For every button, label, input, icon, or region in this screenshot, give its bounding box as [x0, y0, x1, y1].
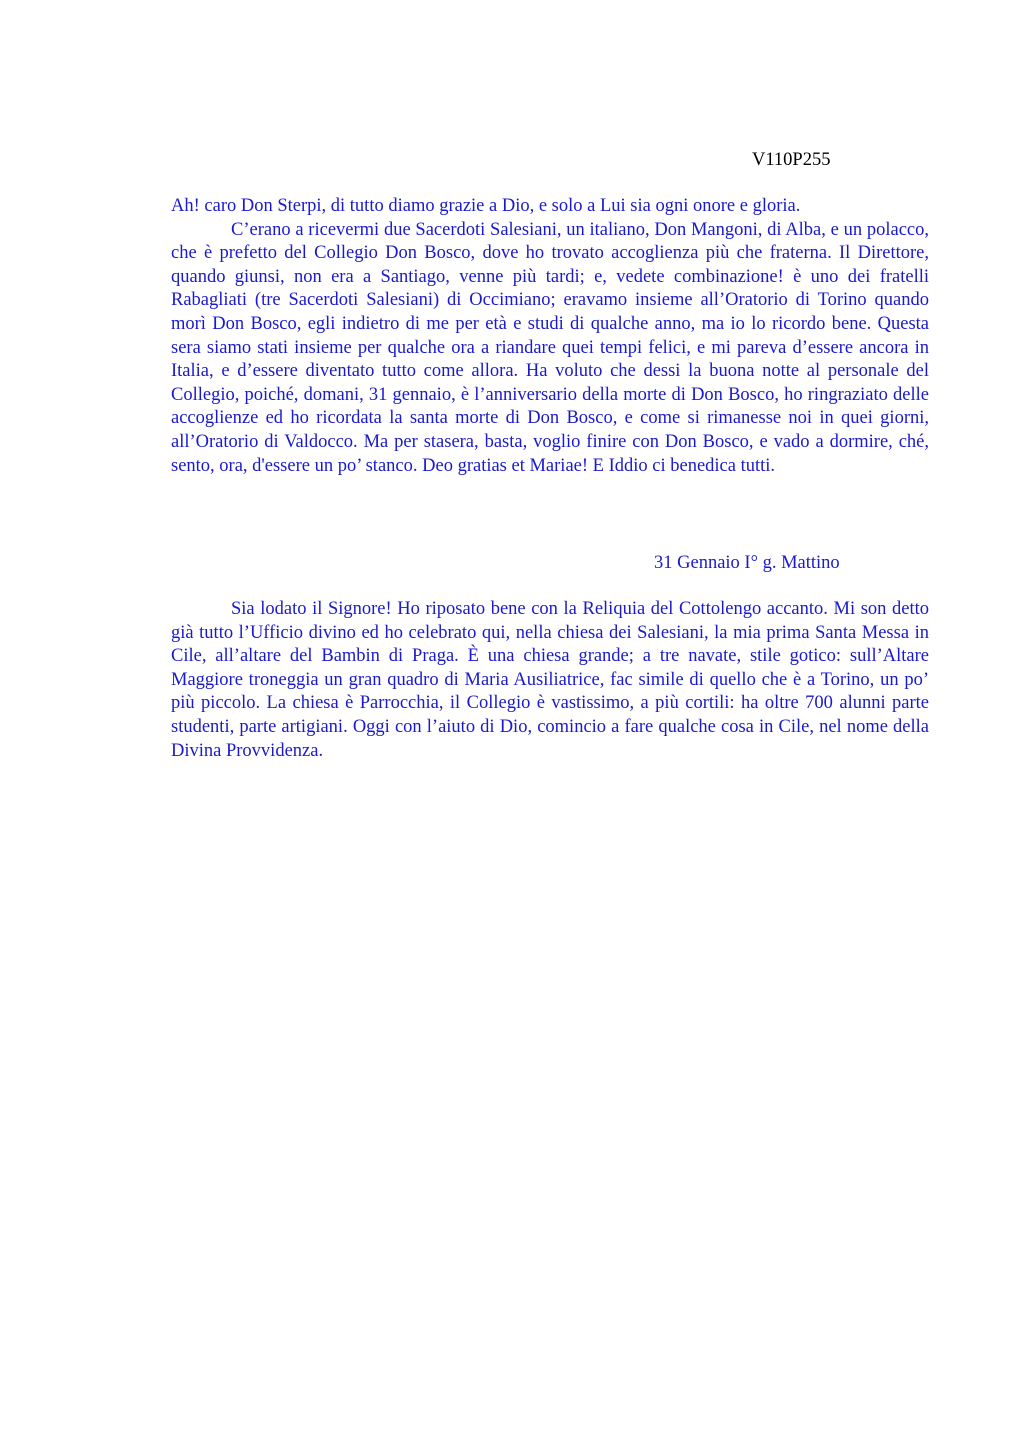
date-heading: 31 Gennaio I° g. Mattino: [654, 553, 840, 573]
paragraph-opening: Ah! caro Don Sterpi, di tutto diamo grazie a Dio, e solo a Lui sia ogni onore e gloria.: [171, 196, 801, 216]
letter-section-morning: [171, 598, 929, 763]
letter-section-evening: [171, 195, 929, 478]
page-code: V110P255: [752, 150, 831, 170]
paragraph-morning: Sia lodato il Signore! Ho riposato bene con la Reliquia del Cottolengo accanto. Mi son detto già tutto l’Ufficio divino ed ho celebrato qui, nella chiesa dei Salesiani, la mia prima Santa Messa in Cile, all’altare del Bambin di Praga. È una chiesa grande; a tre navate, stile gotico: sull’Altare Maggiore troneggia un gran quadro di Maria Ausiliatrice, fac simile di quello che è a Torino, un po’ più piccolo. La chiesa è Parrocchia, il Collegio è vastissimo, a più cortili: ha oltre 700 alunni parte studenti, parte artigiani. Oggi con l’aiuto di Dio, comincio a fare qualche cosa in Cile, nel nome della Divina Provvidenza.: [171, 599, 929, 761]
paragraph-arrival: C’erano a ricevermi due Sacerdoti Salesiani, un italiano, Don Mangoni, di Alba, e un polacco, che è prefetto del Collegio Don Bosco, dove ho trovato accoglienza più che fraterna. Il Direttore, quando giunsi, non era a Santiago, venne più tardi; e, vedete combinazione! è uno dei fratelli Rabagliati (tre Sacerdoti Salesiani) di Occimiano; eravamo insieme all’Oratorio di Torino quando morì Don Bosco, egli indietro di me per età e studi di qualche anno, ma io lo ricordo bene. Questa sera siamo stati insieme per qualche ora a riandare quei tempi felici, e mi pareva d’essere ancora in Italia, e d’essere diventato tutto come allora. Ha voluto che dessi la buona notte al personale del Collegio, poiché, domani, 31 gennaio, è l’anniversario della morte di Don Bosco, ho ringraziato delle accoglienze ed ho ricordata la santa morte di Don Bosco, e come si rimanesse noi in quei giorni, all’Oratorio di Valdocco. Ma per stasera, basta, voglio finire con Don Bosco, e vado a dormire, ché, sento, ora, d'essere un po’ stanco. Deo gratias et Mariae! E Iddio ci benedica tutti.: [171, 219, 929, 476]
